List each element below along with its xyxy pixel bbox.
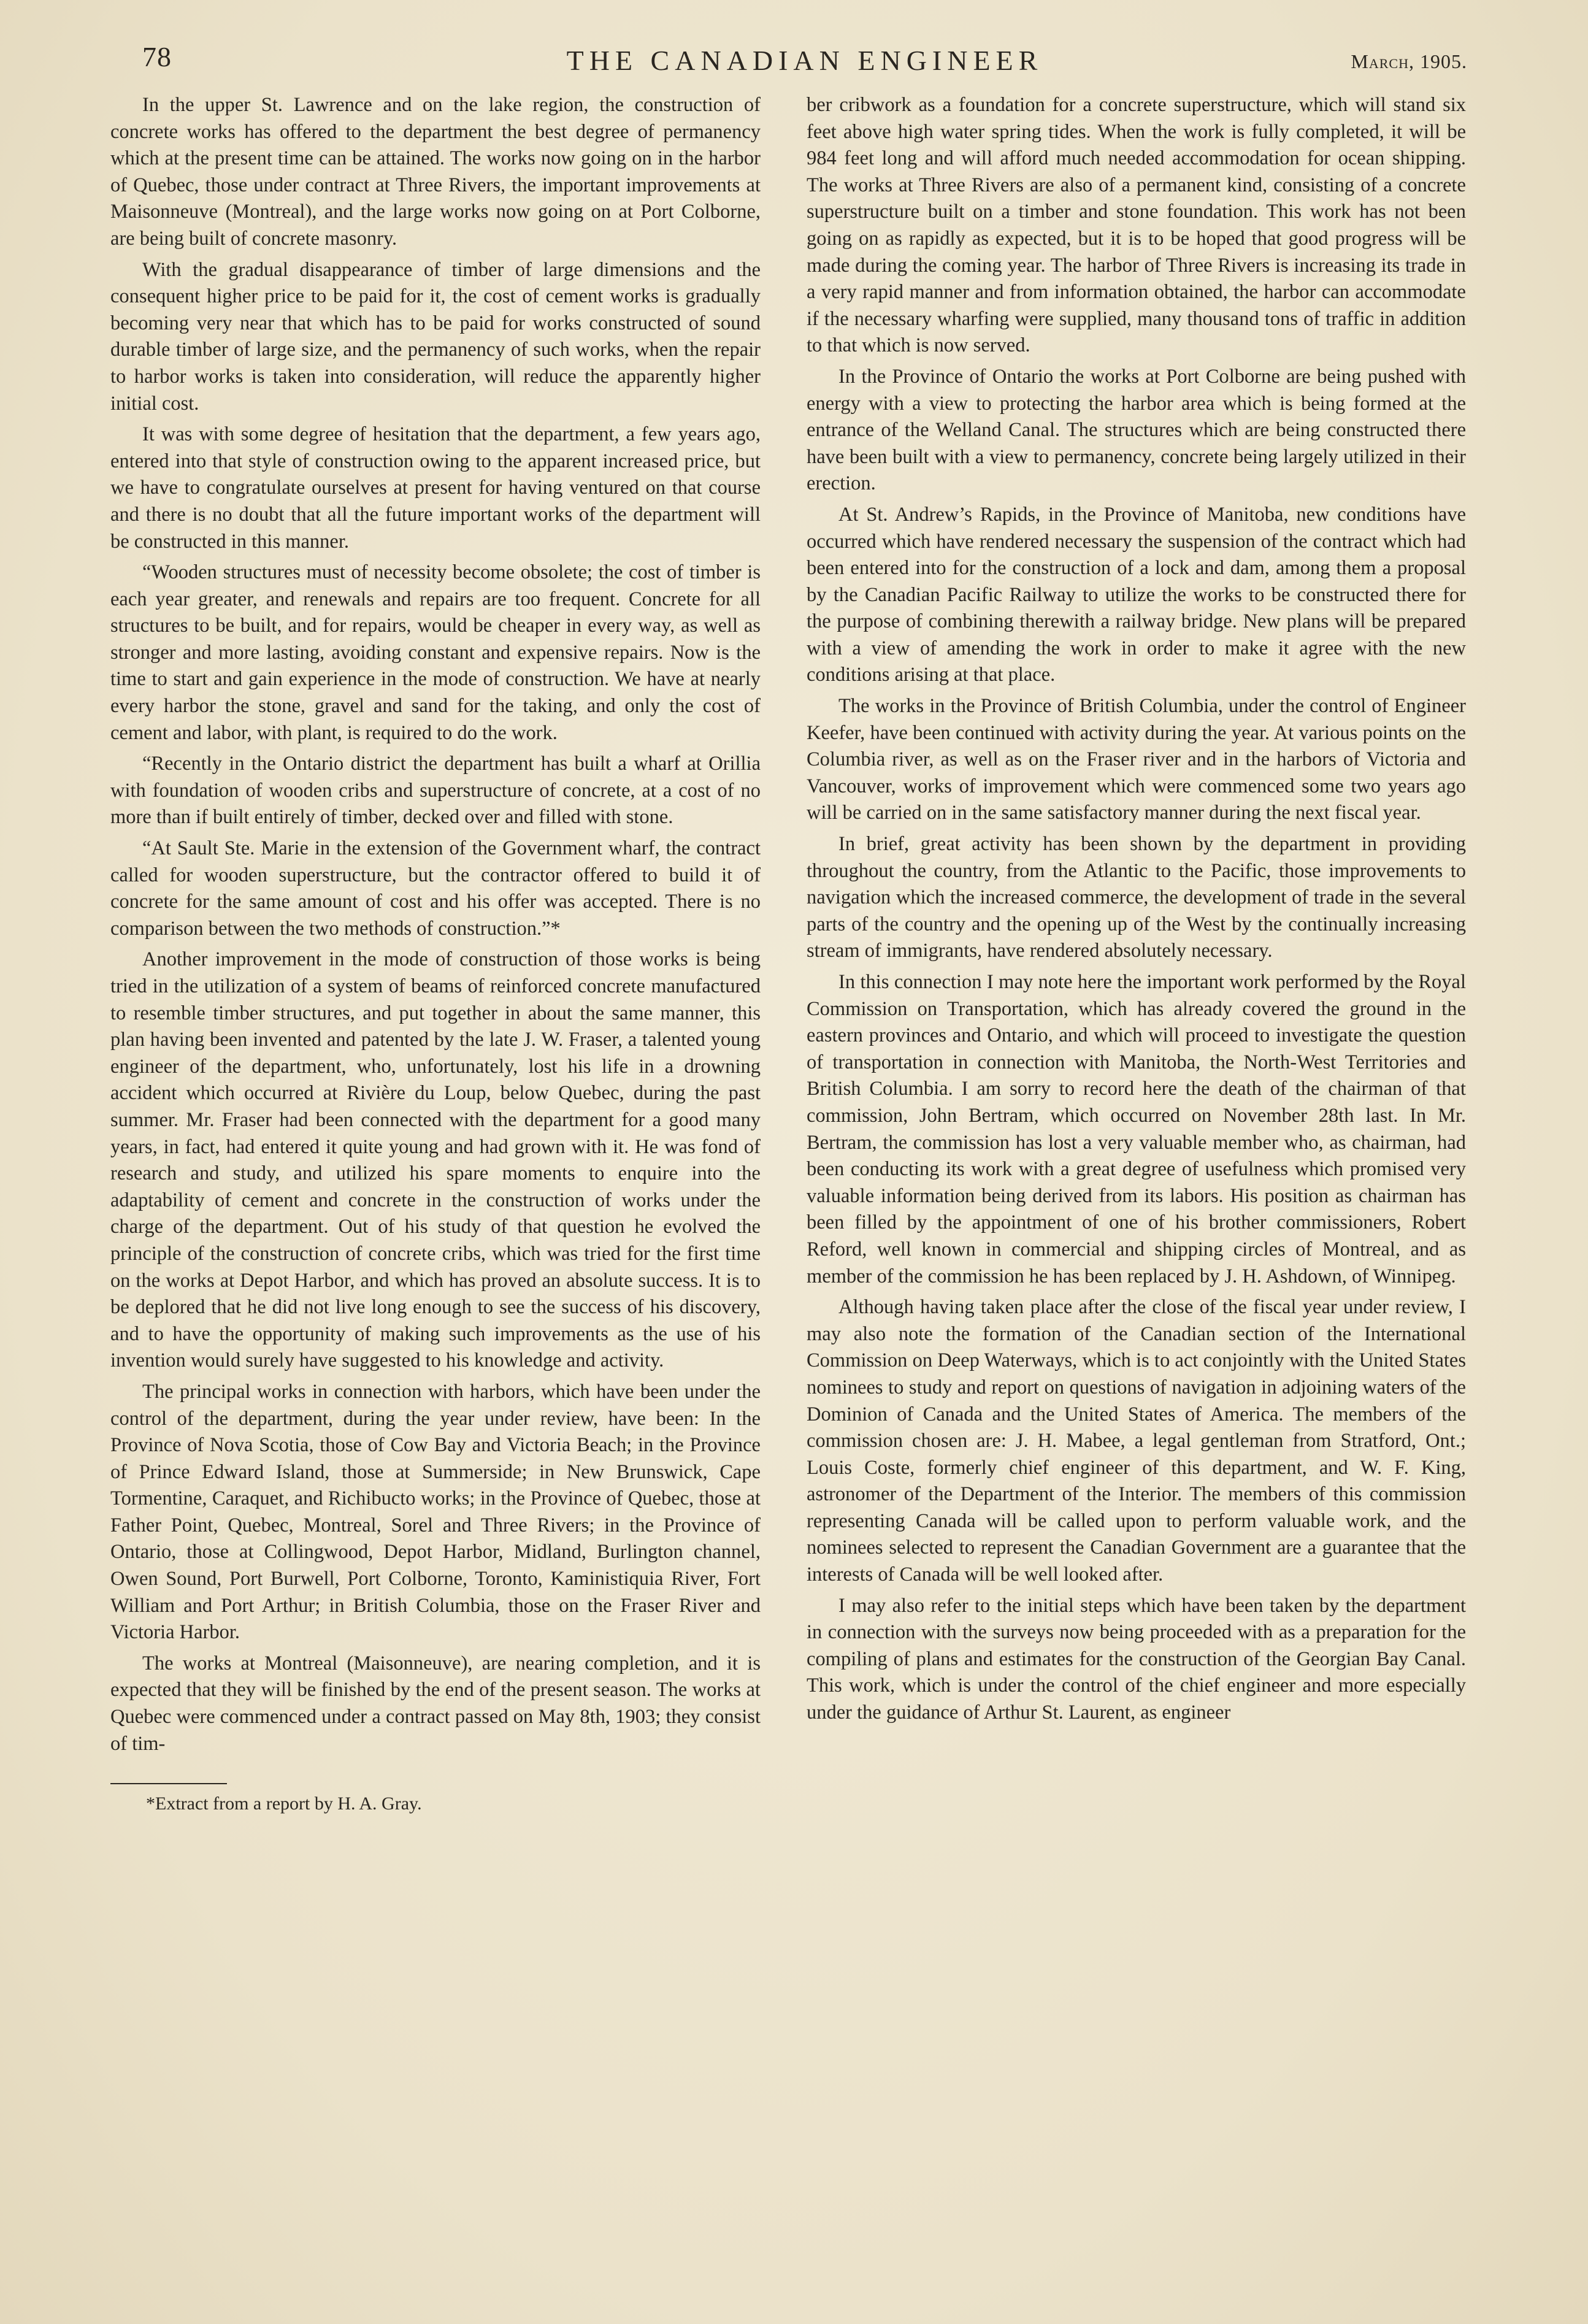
paragraph: The works in the Province of British Columbia, under the control of Engineer Keefer, have been continued with activity during the year. At various points on the Columbia river, as well as on the Fraser river and in the harbors of Victoria and Vancouver, works of improvement which were commenced some two years ago will be carried on in the same satisfactory manner during the next fiscal year.	[807, 695, 1466, 824]
journal-title: THE CANADIAN ENGINEER	[566, 45, 1043, 76]
quoted-paragraph: “At Sault Ste. Marie in the extension of the Government wharf, the contract called for wooden superstructure, but the contractor offered to build it of concrete for the same amount of cost and his offer was accepted. There is no comparison between the two methods of construction.”*	[110, 837, 761, 940]
paragraph: The works at Montreal (Maisonneuve), are nearing completion, and it is expected that they will be finished by the end of the present season. The works at Quebec were commenced under a contract passed on May 8th, 1903; they consist of tim-	[110, 1652, 761, 1755]
paragraph: With the gradual disappearance of timber of large dimensions and the consequent higher price to be paid for it, the cost of cement works is gradually becoming very near that which has to be paid for works constructed of sound durable timber of large size, and the permanency of such works, when the repair to harbor works is taken into consideration, will reduce the apparently higher initial cost.	[110, 258, 761, 415]
paragraph: In this connection I may note here the important work performed by the Royal Commission on Transportation, which has already covered the ground in the eastern provinces and Ontario, and which will proceed to investigate the question of transportation in connection with Manitoba, the North-West Territories and British Columbia. I am sorry to record here the death of the chairman of that commission, John Bertram, which occurred on November 28th last. In Mr. Bertram, the commission has lost a very valuable member who, as chairman, had been conducting its work with a great degree of usefulness which promised very valuable information being derived from its labors. His position as chairman has been filled by the appointment of one of his brother commissioners, Robert Reford, well known in commercial and shipping circles of Montreal, and as member of the commission he has been replaced by J. H. Ashdown, of Winnipeg.	[807, 971, 1466, 1287]
paragraph: In the Province of Ontario the works at Port Colborne are being pushed with energy with a view to protecting the harbor area which is being formed at the entrance of the Welland Canal. The structures which are being constructed there have been built with a view to permanency, concrete being largely utilized in their erection.	[807, 365, 1466, 495]
paragraph: The principal works in connection with harbors, which have been under the control of the department, during the year under review, have been: In the Province of Nova Scotia, those of Cow Bay and Victoria Beach; in the Province of Prince Edward Island, those at Summerside; in New Brunswick, Cape Tormentine, Caraquet, and Richibucto works; in the Province of Quebec, those at Father Point, Quebec, Montreal, Sorel and Three Rivers; in the Province of Ontario, those at Collingwood, Depot Harbor, Midland, Burlington channel, Owen Sound, Port Burwell, Port Colborne, Toronto, Kaministiquia River, Fort William and Port Arthur; in British Columbia, those on the Fraser River and Victoria Harbor.	[110, 1380, 761, 1644]
page-header	[142, 34, 1467, 83]
continued-paragraph: ber cribwork as a foundation for a concrete superstructure, which will stand six feet above high water spring tides. When the work is fully completed, it will be 984 feet long and will afford much needed accommodation for ocean shipping. The works at Three Rivers are also of a permanent kind, consisting of a concrete superstructure built on a timber and stone foundation. This work has not been going on as rapidly as expected, but it is to be hoped that good progress will be made during the coming year. The harbor of Three Rivers is increasing its trade in a very rapid manner and from information obtained, the harbor can accommodate if the necessary wharfing were supplied, many thousand tons of traffic in addition to that which is now served.	[807, 94, 1466, 357]
footnote: *Extract from a report by H. A. Gray.	[146, 1793, 422, 1814]
quoted-paragraph: “Recently in the Ontario district the department has built a wharf at Orillia with foundation of wooden cribs and superstructure of concrete, at a cost of no more than if built entirely of timber, decked over and filled with stone.	[110, 753, 761, 829]
quoted-paragraph: “Wooden structures must of necessity become obsolete; the cost of timber is each year greater, and renewals and repairs are too frequent. Concrete for all structures to be built, and for repairs, would be cheaper in every way, as well as stronger and more lasting, avoiding constant and expensive repairs. Now is the time to start and gain experience in the mode of construction. We have at nearly every harbor the stone, gravel and sand for the taking, and only the cost of cement and labor, with plant, is required to do the work.	[110, 561, 761, 744]
left-column	[110, 92, 761, 1816]
issue-date: March, 1905.	[1351, 50, 1467, 72]
paragraph: In the upper St. Lawrence and on the lake region, the construction of concrete works has offered to the department the best degree of permanency which at the present time can be attained. The works now going on in the harbor of Quebec, those under contract at Three Rivers, the important improvements at Maisonneuve (Montreal), and the large works now going on at Port Colborne, are being built of concrete masonry.	[110, 94, 761, 250]
right-column	[807, 92, 1466, 1731]
page-number: 78	[142, 41, 172, 72]
paragraph: It was with some degree of hesitation that the department, a few years ago, entered into that style of construction owing to the apparent increased price, but we have to congratulate ourselves at present for having ventured on that course and there is no doubt that all the future important works of the department will be constructed in this manner.	[110, 423, 761, 553]
paragraph: At St. Andrew’s Rapids, in the Province of Manitoba, new conditions have occurred which have rendered necessary the suspension of the contract which had been entered into for the construction of a lock and dam, among them a proposal by the Canadian Pacific Railway to utilize the works to be constructed there for the purpose of combining therewith a railway bridge. New plans will be prepared with a view of amending the work in order to make it agree with the new conditions arising at that place.	[807, 503, 1466, 686]
paragraph: Another improvement in the mode of construction of those works is being tried in the utilization of a system of beams of reinforced concrete manufactured to resemble timber structures, and put together in about the same manner, this plan having been invented and patented by the late J. W. Fraser, a talented young engineer of the department, who, unfortunately, lost his life in a drowning accident which occurred at Rivière du Loup, below Quebec, during the past summer. Mr. Fraser had been connected with the department for a good many years, in fact, had entered it quite young and had grown with it. He was fond of research and study, and utilized his spare moments to enquire into the adaptability of cement and concrete in the construction of works under the charge of the department. Out of his study of that question he evolved the principle of the construction of concrete cribs, which was tried for the first time on the works at Depot Harbor, and which has proved an absolute success. It is to be deplored that he did not live long enough to see the success of his discovery, and to have the opportunity of making such improvements as the use of his invention would surely have suggested to his knowledge and activity.	[110, 948, 761, 1372]
paragraph: Although having taken place after the close of the fiscal year under review, I may also note the formation of the Canadian section of the International Commission on Deep Waterways, which is to act conjointly with the United States nominees to study and report on questions of navigation in adjoining waters of the Dominion of Canada and the United States of America. The members of the commission chosen are: J. H. Mabee, a legal gentleman from Stratford, Ont.; Louis Coste, formerly chief engineer of this department, and W. F. King, astronomer of the Department of the Interior. The members of this commission representing Canada will be called upon to perform valuable work, and the nominees selected to represent the Canadian Government are a guarantee that the interests of Canada will be well looked after.	[807, 1296, 1466, 1586]
paragraph: In brief, great activity has been shown by the department in providing throughout the country, from the Atlantic to the Pacific, those improvements to navigation which the increased commerce, the development of trade in the several parts of the country and the opening up of the West by the continually increasing stream of immigrants, have rendered absolutely necessary.	[807, 833, 1466, 962]
footnote-rule	[110, 1783, 227, 1784]
paragraph: I may also refer to the initial steps which have been taken by the department in connection with the surveys now being proceeded with as a preparation for the compiling of plans and estimates for the construction of the Georgian Bay Canal. This work, which is under the control of the chief engineer and more especially under the guidance of Arthur St. Laurent, as engineer	[807, 1594, 1466, 1724]
